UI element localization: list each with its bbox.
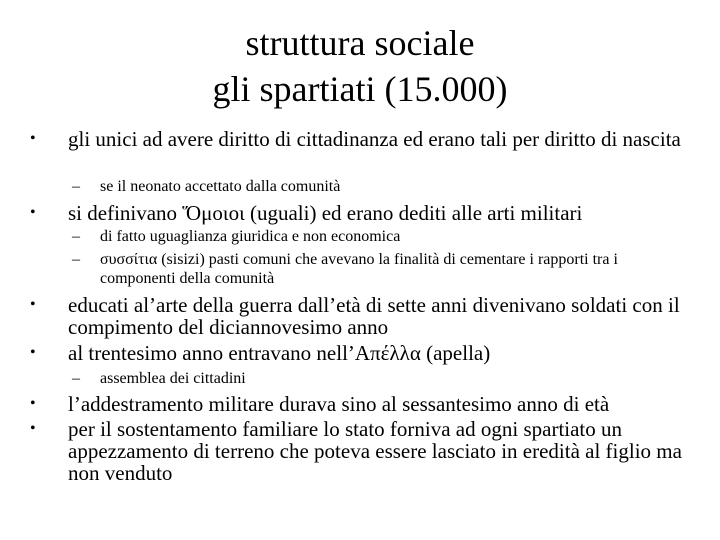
sub-bullet-marker: – <box>72 370 80 387</box>
sub-bullet-item <box>72 177 682 196</box>
bullet-marker: • <box>30 395 36 412</box>
sub-bullet-item <box>72 250 682 288</box>
sub-bullet-marker: – <box>72 251 80 268</box>
bullet-item <box>30 202 690 224</box>
title-line-2: gli spartiati (15.000) <box>212 69 508 109</box>
bullet-item <box>30 393 690 415</box>
bullet-item <box>30 128 690 150</box>
bullet-text: educati al’arte della guerra dall’età di sette anni divenivano soldati con il compimento del diciannovesimo anno <box>68 293 680 339</box>
sub-bullet-text: di fatto uguaglianza giuridica e non economica <box>100 228 401 245</box>
sub-bullet-text: assemblea dei cittadini <box>100 370 246 387</box>
bullet-text: gli unici ad avere diritto di cittadinanza ed erano tali per diritto di nascita <box>68 127 681 151</box>
bullet-item <box>30 342 690 364</box>
sub-bullet-marker: – <box>72 178 80 195</box>
bullet-item <box>30 418 690 484</box>
sub-bullet-text: se il neonato accettato dalla comunità <box>100 178 341 195</box>
sub-bullet-text: συσσίτια (sisizi) pasti comuni che avevano la finalità di cementare i rapporti tra i componenti della comunità <box>100 251 618 287</box>
bullet-text: al trentesimo anno entravano nell’Απέλλα (apella) <box>68 341 491 365</box>
sub-bullet-marker: – <box>72 228 80 245</box>
bullet-marker: • <box>30 420 36 437</box>
bullet-marker: • <box>30 344 36 361</box>
bullet-marker: • <box>30 130 36 147</box>
title-line-1: struttura sociale <box>245 23 475 63</box>
sub-bullet-item <box>72 369 682 388</box>
sub-bullet-item <box>72 227 682 246</box>
bullet-text: l’addestramento militare durava sino al sessantesimo anno di età <box>68 392 610 416</box>
bullet-text: si definivano Ὅμοιοι (uguali) ed erano dediti alle arti militari <box>68 201 583 225</box>
bullet-marker: • <box>30 204 36 221</box>
bullet-marker: • <box>30 296 36 313</box>
bullet-item <box>30 294 690 338</box>
bullet-text: per il sostentamento familiare lo stato forniva ad ogni spartiato un appezzamento di terreno che poteva essere lasciato in eredità al figlio ma non venduto <box>68 417 682 485</box>
